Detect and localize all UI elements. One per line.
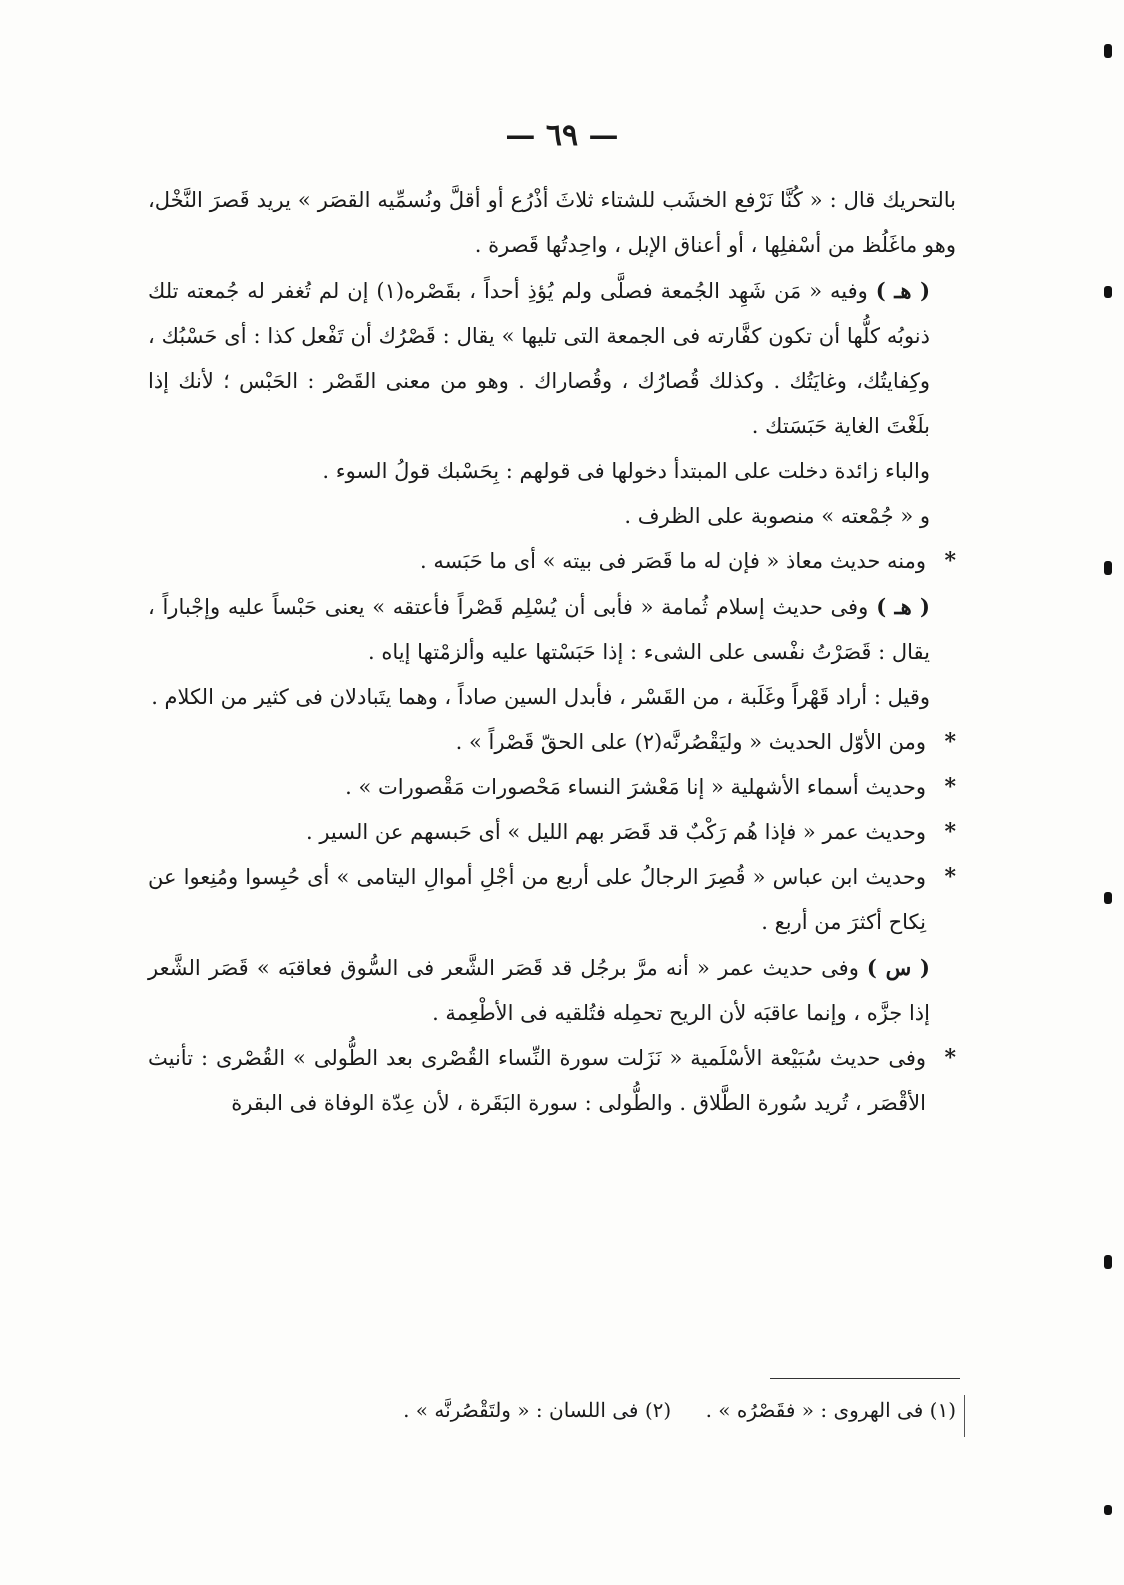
paragraph-text: وفى حديث إسلام ثُمامة « فأبى أن يُسْلِم قَصْراً فأعتقه » يعنى حَبْساً عليه وإجْباراً ، يقال : قَصَرْتُ نفْسى على الشىء : إذا حَبَسْتها عليه وألزمْتها إياه . [148,595,930,664]
paragraph-text: وحديث عمر « فإذا هُم رَكْبٌ قد قَصَر بهم الليل » أى حَبسهم عن السير . [305,820,926,844]
paragraph [148,449,956,494]
paragraph [148,765,956,810]
paragraph [148,494,956,539]
paragraph [148,268,956,449]
paragraph-text: وحديث ابن عباس « قُصِرَ الرجالُ على أربع من أجْلِ أموالِ اليتامى » أى حُبِسوا ومُنِعوا عن نِكاح أكثرَ من أربع . [148,865,926,934]
edge-mark [1104,892,1112,904]
paragraph [148,178,956,268]
footnote-1: (١) فى الهروى : « فقَصْرُه » . [705,1398,956,1422]
paragraph [148,584,956,675]
edge-mark [1104,286,1112,298]
paragraph [148,675,956,720]
paragraph-text: وحديث أسماء الأشهلية « إنا مَعْشرَ النساء مَحْصورات مَقْصورات » . [345,775,926,799]
edge-mark [1104,1505,1112,1515]
edge-mark [1104,1255,1112,1269]
paragraph-text: وفى حديث سُبَيْعة الأسْلَمية « نَزَلت سورة النِّساء القُصْرى بعد الطُّولى » القُصْرى : تأنيث الأقْصَر ، تُريد سُورة الطَّلاق . والطُّولى : سورة البَقَرة ، لأن عِدّة الوفاة فى البقرة [148,1046,926,1115]
paragraph [148,1036,956,1126]
margin-bar [964,1395,965,1437]
footnote-2: (٢) فى اللسان : « ولتَقْصُرنَّه » . [403,1398,672,1422]
paragraph-text: والباء زائدة دخلت على المبتدأ دخولها فى قولهم : بِحَسْبك قولُ السوء . [322,459,930,483]
paragraph-text: وفى حديث عمر « أنه مرَّ برجُل قد قَصَر الشَّعر فى السُّوق فعاقبَه » قَصَر الشَّعر إذا جزَّه ، وإنما عاقبَه لأن الريح تحمِله فتُلقيه فى الأطْعِمة . [148,956,930,1025]
paragraph [148,720,956,765]
main-text [148,178,956,1126]
paragraph [148,539,956,584]
edge-mark [1104,561,1112,575]
paragraph-text: ومنه حديث معاذ « فإن له ما قَصَر فى بيته » أى ما حَبَسه . [420,549,926,573]
reference-marker: ( هـ ) [875,278,931,303]
footnote-separator [770,1378,960,1379]
reference-marker: ( س ) [866,955,930,980]
page-number: — ٦٩ — [505,118,619,153]
reference-marker: ( هـ ) [876,594,930,619]
paragraph [148,945,956,1036]
paragraph-text: وفيه « مَن شَهِد الجُمعة فصلَّى ولم يُؤذِ أحداً ، بقَصْره(١) إن لم تُغفر له جُمعته تلك ذنوبُه كلُّها أن تكون كفَّارته فى الجمعة التى تليها » يقال : قَصْرُك أن تَفْعل كذا : أى حَسْبُك ، وكِفايتُك، وغايَتُك . وكذلك قُصارُك ، وقُصاراك . وهو من معنى القَصْر : الحَبْس ؛ لأنك إذا بلَغْتَ الغاية حَبَسَتك . [148,279,930,438]
paragraph [148,855,956,945]
paragraph-text: بالتحريك قال : « كُنَّا نَرْفع الخشَب للشتاء ثلاثَ أذْرُع أو أقلَّ ونُسمِّيه القصَر » يريد قَصرَ النَّخْل، وهو ماغَلُظ من أسْفلِها ، أو أعناق الإبل ، واحِدتُها قَصرة . [148,188,956,257]
footnotes [148,1392,956,1428]
paragraph-text: وقيل : أراد قَهْراً وغَلَبة ، من القَسْر ، فأبدل السين صاداً ، وهما يتَبادلان فى كثير من الكلام . [151,685,930,709]
paragraph [148,810,956,855]
paragraph-text: ومن الأوّل الحديث « وليَقْصُرنَّه(٢) على الحقّ قَصْراً » . [455,730,926,754]
paragraph-text: و « جُمْعته » منصوبة على الظرف . [624,504,930,528]
edge-mark [1104,44,1112,58]
